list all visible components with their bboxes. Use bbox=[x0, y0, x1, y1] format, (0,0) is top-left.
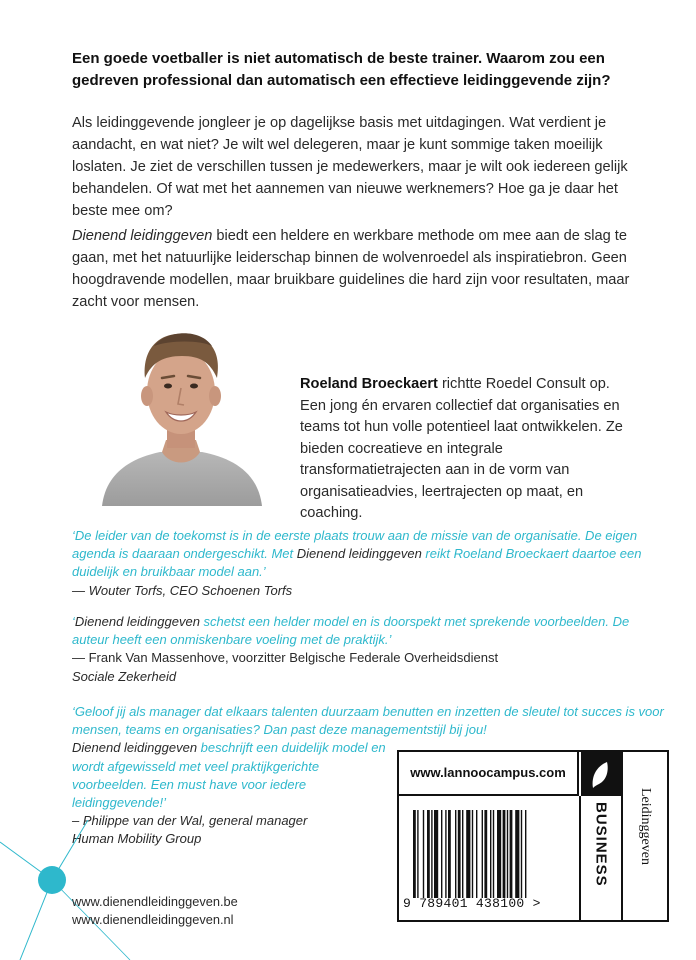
quote-vdw-title: Dienend leidinggeven bbox=[72, 740, 198, 756]
method-text: biedt een heldere en werkbare methode om mee aan de slag te gaan, met het natuurlijke leiderschap binnen de wolvenroedel als inspiratiebron. Geen hoogdravende modellen, maar bruikbare guidelines die hard zijn voor resultaten, maar zacht voor mensen. bbox=[72, 228, 630, 310]
quote-torfs bbox=[72, 527, 647, 600]
quote-vdw-attribution: – Philippe van der Wal, general manager bbox=[72, 813, 308, 829]
book-title: Dienend leidinggeven bbox=[72, 228, 213, 244]
website-be[interactable]: www.dienendleidinggeven.be bbox=[72, 894, 238, 909]
author-photo bbox=[96, 320, 266, 506]
publisher-url[interactable]: www.lannoocampus.com bbox=[399, 752, 579, 796]
quote-torfs-attribution: — Wouter Torfs, CEO Schoenen Torfs bbox=[72, 582, 293, 598]
intro-heading: Een goede voetballer is niet automatisch de beste trainer. Waarom zou een gedreven professional dan automatisch een effectieve leidinggevende zijn? bbox=[72, 50, 611, 89]
website-links bbox=[72, 893, 238, 929]
quote-vdw-text-a: ‘Geloof jij als manager dat elkaars talenten duurzaam benutten en inzetten de sleutel tot succes is voor mensen, teams en organisaties? Dan past deze managementstijl bij jou! bbox=[72, 704, 664, 738]
method-paragraph bbox=[72, 225, 632, 313]
quote-vdw-text-b: beschrijft een duidelijk model en wordt afgewisseld met veel praktijkgerichte voorbeelden. Een must have voor iedere leidinggevende!’ bbox=[72, 740, 386, 811]
quote-van-massenhove bbox=[72, 613, 647, 686]
category-panel bbox=[579, 796, 621, 920]
category-label: BUSINESS bbox=[592, 802, 610, 887]
quote-vm-attribution: — Frank Van Massenhove, voorzitter Belgische Federale Overheidsdienst bbox=[72, 650, 499, 666]
quote-vm-text-b: schetst een helder model en is doorspekt met sprekende voorbeelden. De auteur heeft een onmiskenbare voeling met de praktijk.’ bbox=[72, 614, 630, 648]
quote-torfs-title: Dienend leidinggeven bbox=[296, 546, 422, 562]
quote-vm-attribution-org: Sociale Zekerheid bbox=[72, 668, 177, 684]
intro-paragraph: Als leidinggevende jongleer je op dagelijkse basis met uitdagingen. Wat verdient je aandacht, en wat niet? Je wilt wel delegeren, maar je kunt sommige taken moeilijk loslaten. Je ziet de verschillen tussen je medewerkers, maar je wilt ook iedereen gelijk behandelen. Of wat met het aannemen van nieuwe werknemers? Hoe ga je daar het beste mee om? bbox=[72, 115, 628, 219]
quote-torfs-text-a: ‘De leider van de toekomst is in de eerste plaats trouw aan de missie van de organisatie. De eigen agenda is daaraan ondergeschikt. Met bbox=[72, 528, 638, 562]
leaf-icon bbox=[593, 762, 608, 788]
author-name: Roeland Broeckaert bbox=[300, 376, 438, 392]
series-label: Leidinggeven bbox=[638, 788, 653, 865]
isbn-number: 9 789401 438100 > bbox=[403, 896, 541, 911]
network-decoration bbox=[0, 820, 200, 960]
quote-vm-text-a: ‘ bbox=[72, 614, 75, 629]
website-nl[interactable]: www.dienendleidinggeven.nl bbox=[72, 912, 234, 927]
author-bio-text: richtte Roedel Consult op. Een jong én ervaren collectief dat organisaties en teams tot hun volle potentieel laat ontwikkelen. Ze bieden cocreatieve en integrale transformatietrajecten aan in de vorm van organisatieadvies, leertrajecten op maat, en coaching. bbox=[300, 376, 623, 521]
quote-torfs-text-b: reikt Roeland Broeckaert daartoe een duidelijk en bruikbaar model aan.’ bbox=[72, 546, 642, 580]
series-panel bbox=[621, 752, 667, 920]
isbn-barcode bbox=[411, 810, 569, 898]
publisher-box bbox=[397, 750, 669, 922]
quote-vdw-attribution-org: Human Mobility Group bbox=[72, 831, 202, 847]
author-bio bbox=[300, 374, 630, 525]
publisher-logo bbox=[581, 752, 621, 796]
quote-vm-title: Dienend leidinggeven bbox=[74, 614, 200, 629]
